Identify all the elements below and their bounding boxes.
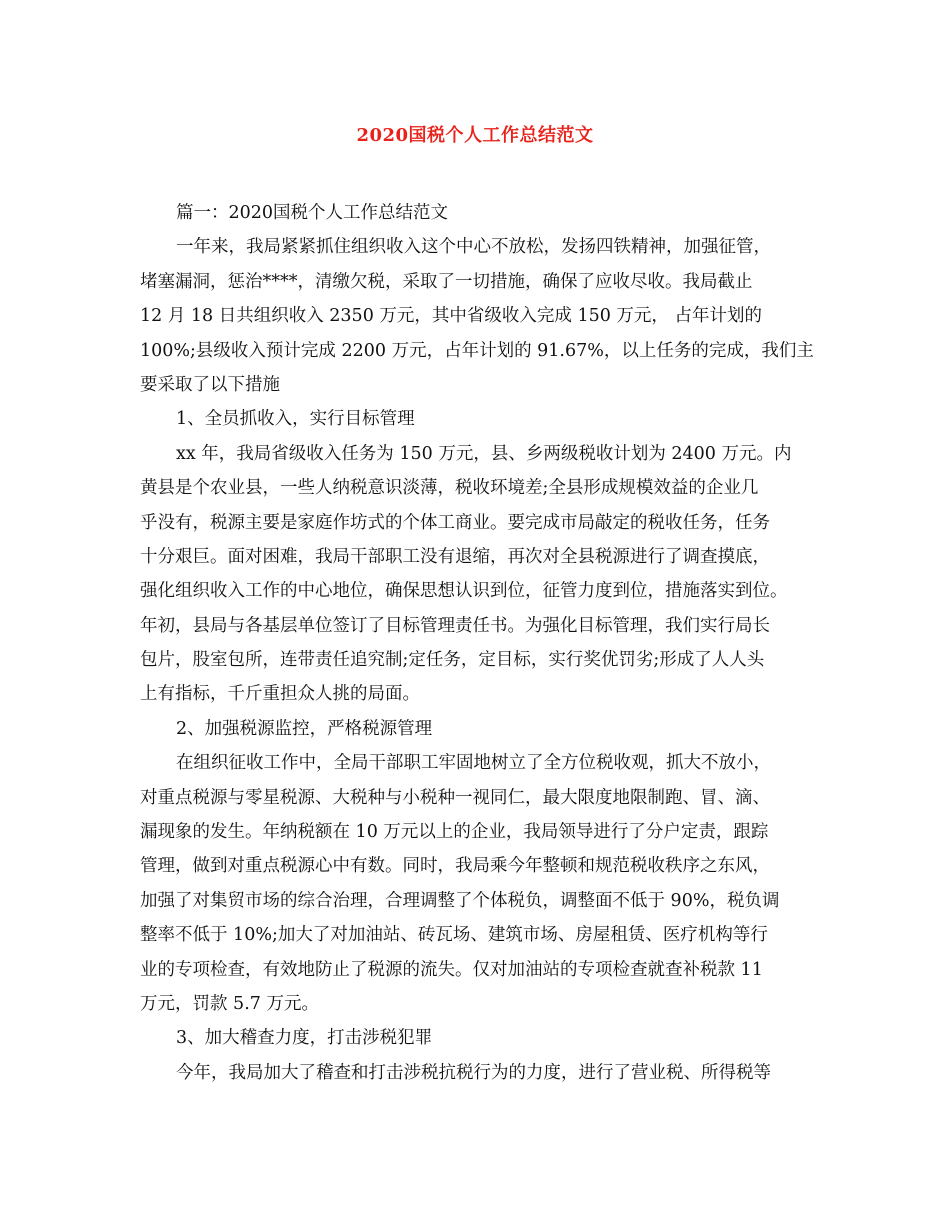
text-line: 十分艰巨。面对困难，我局干部职工没有退缩，再次对全县税源进行了调查摸底，	[140, 546, 770, 567]
text-line: 堵塞漏洞，惩治****，清缴欠税，采取了一切措施，确保了应收尽收。我局截止	[140, 271, 753, 292]
text-line: 今年，我局加大了稽查和打击涉税抗税行为的力度，进行了营业税、所得税等	[176, 1062, 771, 1083]
text-line: 在组织征收工作中，全局干部职工牢固地树立了全方位税收观，抓大不放小，	[176, 753, 771, 774]
text-line: 强化组织收入工作的中心地位，确保思想认识到位，征管力度到位，措施落实到位。	[140, 581, 788, 602]
text-line: 年初，县局与各基层单位签订了目标管理责任书。为强化目标管理，我们实行局长	[140, 615, 770, 636]
text-line: 包片，股室包所，连带责任追究制;定任务，定目标，实行奖优罚劣;形成了人人头	[140, 650, 765, 671]
text-line: 要采取了以下措施	[140, 374, 280, 395]
text-line: 2、加强税源监控，严格税源管理	[176, 718, 433, 739]
text-line: 管理，做到对重点税源心中有数。同时，我局乘今年整顿和规范税收秩序之东风，	[140, 856, 770, 877]
text-line: xx 年，我局省级收入任务为 150 万元，县、乡两级税收计划为 2400 万元。内	[176, 443, 792, 464]
text-line: 黄县是个农业县，一些人纳税意识淡薄，税收环境差;全县形成规模效益的企业几	[140, 478, 759, 499]
text-line: 篇一：2020国税个人工作总结范文	[176, 203, 449, 223]
text-line: 整率不低于 10%;加大了对加油站、砖瓦场、建筑市场、房屋租赁、医疗机构等行	[140, 925, 768, 946]
text-line: 100%;县级收入预计完成 2200 万元，占年计划的 91.67%，以上任务的完成，我们主	[140, 340, 814, 361]
document-title: 2020国税个人工作总结范文	[356, 125, 594, 146]
text-line: 业的专项检查，有效地防止了税源的流失。仅对加油站的专项检查就查补税款 11	[140, 959, 763, 980]
text-line: 漏现象的发生。年纳税额在 10 万元以上的企业，我局领导进行了分户定责，跟踪	[140, 822, 769, 843]
text-line: 对重点税源与零星税源、大税种与小税种一视同仁，最大限度地限制跑、冒、滴、	[140, 787, 770, 808]
text-line: 上有指标，千斤重担众人挑的局面。	[140, 684, 420, 705]
text-line: 3、加大稽查力度，打击涉税犯罪	[176, 1028, 433, 1049]
text-line: 12 月 18 日共组织收入 2350 万元，其中省级收入完成 150 万元， 占年计划的	[140, 306, 762, 327]
text-line: 1、全员抓收入，实行目标管理	[176, 409, 415, 430]
text-line: 万元，罚款 5.7 万元。	[140, 993, 319, 1014]
text-line: 乎没有，税源主要是家庭作坊式的个体工商业。要完成市局敲定的税收任务，任务	[140, 512, 770, 533]
document-body	[140, 196, 826, 1090]
text-line: 一年来，我局紧紧抓住组织收入这个中心不放松，发扬四铁精神，加强征管，	[176, 237, 771, 258]
text-line: 加强了对集贸市场的综合治理，合理调整了个体税负，调整面不低于 90%，税负调	[140, 890, 780, 911]
